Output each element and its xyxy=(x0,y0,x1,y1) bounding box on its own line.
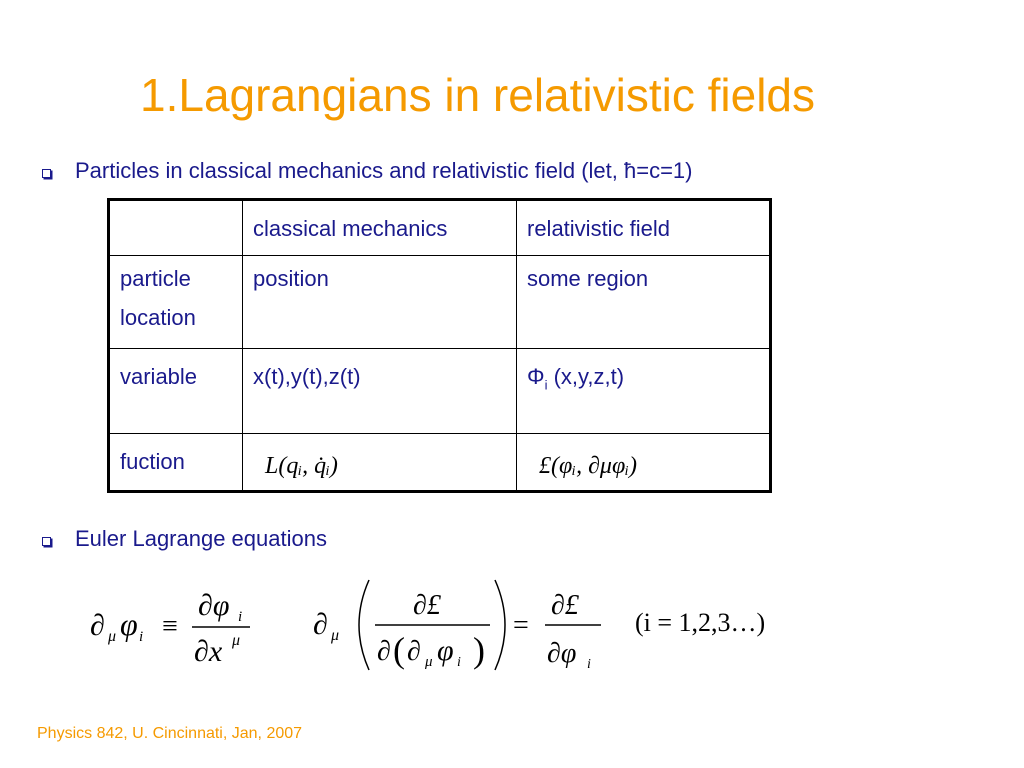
svg-text:μ: μ xyxy=(108,628,117,645)
table-cell xyxy=(517,349,771,434)
table-cell xyxy=(517,434,771,492)
bullet-euler-lagrange xyxy=(42,526,327,552)
slide-title: 1.Lagrangians in relativistic fields xyxy=(140,69,816,121)
bullet-text: Particles in classical mechanics and relativistic field (let, ħ=c=1) xyxy=(75,158,693,183)
svg-text:μ: μ xyxy=(331,627,340,644)
square-bullet-icon xyxy=(42,537,51,546)
table-row xyxy=(109,256,771,349)
table-header-cell: classical mechanics xyxy=(243,200,517,256)
table-row-label: fuction xyxy=(109,434,243,492)
comparison-table xyxy=(107,198,772,493)
table-cell: x(t),y(t),z(t) xyxy=(243,349,517,434)
svg-text:∂: ∂ xyxy=(407,636,421,667)
slide-footer: Physics 842, U. Cincinnati, Jan, 2007 xyxy=(37,725,303,742)
table-cell: some region xyxy=(517,256,771,349)
svg-text:∂£: ∂£ xyxy=(551,590,579,621)
table-row-label xyxy=(109,256,243,349)
table-row xyxy=(109,349,771,434)
svg-text:i: i xyxy=(587,657,591,672)
table-cell xyxy=(243,434,517,492)
table-header-cell: relativistic field xyxy=(517,200,771,256)
phi-arguments: (x,y,z,t) xyxy=(547,364,625,389)
svg-text:∂: ∂ xyxy=(90,609,105,642)
table-cell: position xyxy=(243,256,517,349)
svg-text:i: i xyxy=(457,655,461,670)
svg-text:∂x: ∂x xyxy=(194,635,223,668)
svg-text:i: i xyxy=(139,629,144,645)
derivative-definition-equation xyxy=(80,575,280,675)
svg-text:≡: ≡ xyxy=(162,611,178,642)
svg-text:∂: ∂ xyxy=(377,636,391,667)
svg-text:μ: μ xyxy=(425,654,433,670)
euler-lagrange-equation xyxy=(305,568,625,678)
svg-text:(: ( xyxy=(393,630,405,670)
svg-text:=: = xyxy=(513,610,529,641)
bullet-particles xyxy=(42,158,692,184)
svg-text:∂: ∂ xyxy=(313,608,328,641)
label-line: particle xyxy=(120,266,191,291)
table-row-label: variable xyxy=(109,349,243,434)
svg-text:μ: μ xyxy=(232,632,241,649)
svg-text:φ: φ xyxy=(120,606,138,642)
lagrangian-classical-formula: L(qᵢ, q̇ᵢ) xyxy=(265,453,338,479)
label-line: location xyxy=(120,305,196,330)
svg-text:∂φ: ∂φ xyxy=(198,589,230,622)
svg-text:∂£: ∂£ xyxy=(413,590,441,621)
bullet-text: Euler Lagrange equations xyxy=(75,526,327,551)
index-range: (i = 1,2,3…) xyxy=(635,608,766,637)
svg-text:i: i xyxy=(238,609,243,625)
table-header-row xyxy=(109,200,771,256)
lagrangian-density-formula: £(φᵢ, ∂μφᵢ) xyxy=(539,453,638,479)
phi-symbol: Φ xyxy=(527,364,545,389)
svg-text:∂φ: ∂φ xyxy=(547,638,577,669)
svg-text:φ: φ xyxy=(437,634,454,667)
square-bullet-icon xyxy=(42,169,51,178)
phi-subscript: i xyxy=(544,377,548,393)
table-row xyxy=(109,434,771,492)
svg-text:): ) xyxy=(473,630,485,670)
table-header-cell xyxy=(109,200,243,256)
